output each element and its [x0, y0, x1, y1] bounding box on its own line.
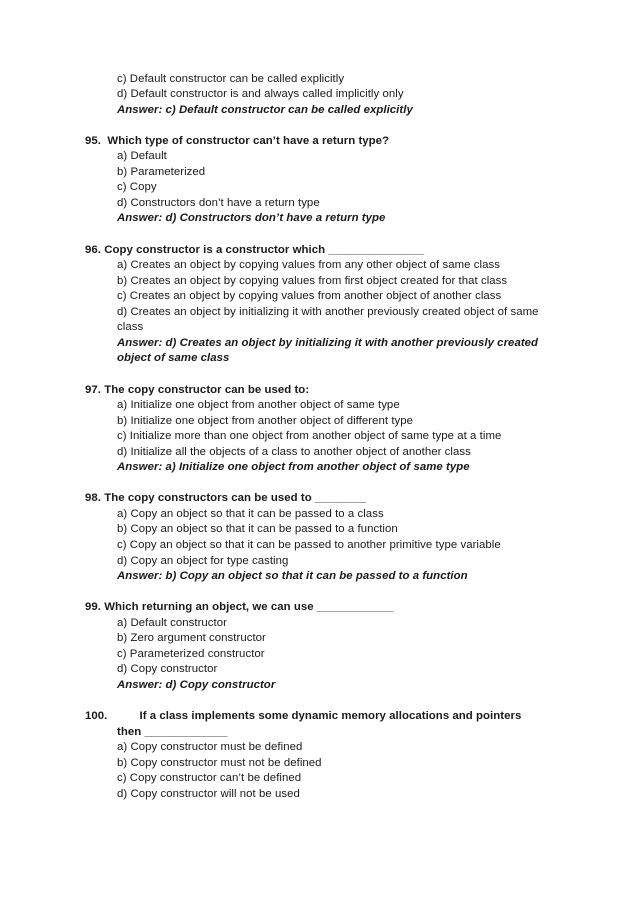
option-text: a) Initialize one object from another object of same type: [117, 399, 400, 412]
option-text: d) Initialize all the objects of a class to another object of another class: [117, 445, 471, 458]
option-text: b) Initialize one object from another object of different type: [117, 414, 414, 427]
option-text: b) Zero argument constructor: [117, 632, 266, 645]
option-text: d) Default constructor is and always called implicitly only: [117, 88, 404, 101]
option-text: a) Copy an object so that it can be passed to a class: [117, 507, 384, 520]
answer-text: Answer: d) Constructors don’t have a return type: [117, 212, 386, 225]
option-text: a) Default: [117, 150, 167, 163]
option-text: b) Parameterized: [117, 165, 206, 178]
question-text: 99. Which returning an object, we can use ____________: [85, 601, 394, 614]
option-text: d) Constructors don’t have a return type: [117, 196, 320, 209]
option-text: c) Default constructor can be called explicitly: [117, 72, 345, 85]
option-text: a) Copy constructor must be defined: [117, 741, 303, 754]
option-text: b) Creates an object by copying values from first object created for that class: [117, 274, 508, 287]
option-text: a) Creates an object by copying values from any other object of same class: [117, 259, 500, 272]
answer-text: Answer: a) Initialize one object from another object of same type: [117, 461, 470, 474]
answer-text: Answer: c) Default constructor can be called explicitly: [117, 103, 413, 116]
option-text: d) Copy constructor will not be used: [117, 787, 300, 800]
option-text: b) Copy an object so that it can be passed to a function: [117, 523, 398, 536]
option-text: c) Creates an object by copying values from another object of another class: [117, 290, 502, 303]
answer-text: object of same class: [117, 352, 230, 365]
question-text: 95. Which type of constructor can’t have a return type?: [85, 134, 390, 147]
option-text: a) Default constructor: [117, 616, 227, 629]
question-text: 98. The copy constructors can be used to ________: [85, 492, 366, 505]
option-text: c) Initialize more than one object from another object of same type at a time: [117, 430, 502, 443]
option-text: c) Copy: [117, 181, 157, 194]
option-text: c) Copy an object so that it can be passed to another primitive type variable: [117, 539, 501, 551]
option-text: c) Parameterized constructor: [117, 647, 265, 660]
option-text: d) Creates an object by initializing it with another previously created object of same: [117, 305, 539, 318]
question-text: 100. If a class implements some dynamic memory allocations and pointers: [85, 710, 522, 723]
option-text: b) Copy constructor must not be defined: [117, 756, 322, 769]
question-text: 96. Copy constructor is a constructor which _______________: [85, 243, 425, 256]
option-text: d) Copy an object for type casting: [117, 554, 289, 567]
question-text: 97. The copy constructor can be used to:: [85, 383, 310, 396]
answer-text: Answer: d) Copy constructor: [117, 678, 276, 691]
answer-text: Answer: b) Copy an object so that it can be passed to a function: [117, 570, 468, 583]
answer-text: Answer: d) Creates an object by initializing it with another previously created: [117, 336, 539, 349]
question-text: then _____________: [117, 725, 228, 738]
option-text: d) Copy constructor: [117, 663, 218, 676]
option-text: c) Copy constructor can’t be defined: [117, 772, 302, 785]
option-text: class: [117, 321, 144, 334]
